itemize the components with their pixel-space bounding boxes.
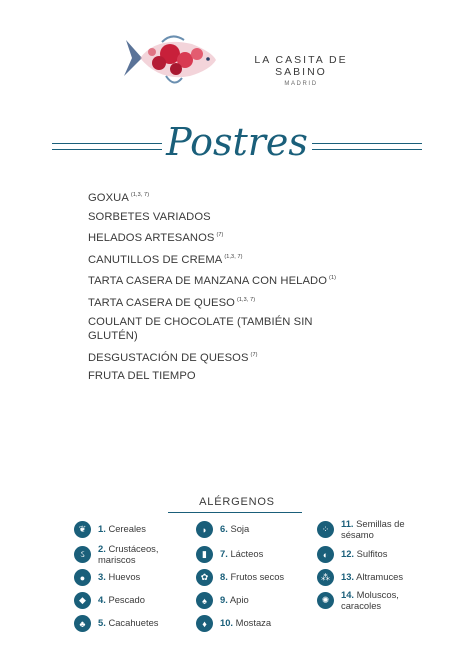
menu-item-allergens: (7) — [216, 232, 224, 239]
allergen-item — [74, 544, 178, 565]
menu-item-name: DESGUSTACIÓN DE QUESOS — [88, 351, 249, 364]
menu-item-allergens: (1,3, 7) — [224, 253, 243, 260]
lupin-icon: ⁂ — [317, 569, 334, 586]
allergen-label: Crustáceos, mariscos — [98, 543, 159, 565]
allergens-divider — [168, 512, 302, 513]
brand-name: LA CASITA DE SABINO — [254, 54, 348, 78]
menu-item-allergens: (1,3, 7) — [236, 296, 256, 303]
allergen-item — [196, 546, 263, 563]
sesame-icon: ⁘ — [317, 521, 334, 538]
allergen-label: Moluscos, caracoles — [341, 589, 399, 611]
page-title: Postres — [166, 120, 308, 164]
allergen-num: 13. — [341, 571, 355, 583]
allergen-item — [74, 615, 158, 632]
sulphite-icon: ◐ — [317, 546, 334, 563]
allergen-num: 4. — [98, 594, 106, 606]
allergens-title: ALÉRGENOS — [199, 496, 275, 508]
allergen-item — [196, 615, 271, 632]
allergen-num: 14. — [341, 589, 355, 600]
menu-item — [88, 367, 358, 386]
allergen-label: Cereales — [108, 523, 146, 535]
fish-icon: ◆ — [74, 592, 91, 609]
allergen-label: Huevos — [108, 571, 141, 583]
title-row — [0, 118, 474, 168]
allergen-num: 11. — [341, 518, 354, 529]
menu-item-allergens: (7) — [250, 351, 258, 358]
peanut-icon: ♣ — [74, 615, 91, 632]
menu-item — [88, 226, 358, 248]
menu-item-name: SORBETES VARIADOS — [88, 210, 211, 223]
floral-fish-logo — [112, 30, 222, 90]
soy-icon: ◗ — [196, 521, 213, 538]
allergen-item — [74, 592, 145, 609]
menu-item-name: CANUTILLOS DE CREMA — [88, 253, 223, 266]
brand-city: MADRID — [284, 81, 318, 87]
menu-item — [88, 269, 358, 291]
menu-item — [88, 313, 358, 346]
allergen-label: Sulfitos — [356, 548, 388, 560]
wheat-icon: ❦ — [74, 521, 91, 538]
dessert-menu — [88, 186, 358, 386]
allergen-item — [74, 521, 146, 538]
allergen-num: 1. — [98, 523, 106, 535]
shell-icon: ✺ — [317, 592, 334, 609]
menu-item — [88, 346, 358, 368]
menu-item-name: HELADOS ARTESANOS — [88, 232, 215, 245]
allergen-label: Soja — [230, 523, 250, 535]
mustard-icon: ♦ — [196, 615, 213, 632]
menu-item-name: FRUTA DEL TIEMPO — [88, 370, 196, 383]
allergen-label: Semillas de sésamo — [341, 518, 405, 540]
allergen-num: 8. — [220, 571, 228, 583]
allergen-label: Frutos secos — [230, 571, 285, 583]
menu-item — [88, 291, 358, 313]
menu-item-allergens: (1,3, 7) — [130, 192, 150, 198]
allergen-num: 3. — [98, 571, 106, 583]
title-rule-right — [312, 143, 422, 150]
allergen-label: Apio — [229, 594, 249, 606]
menu-item — [88, 248, 358, 270]
allergen-item — [317, 546, 387, 563]
allergen-num: 10. — [220, 617, 234, 629]
allergen-num: 9. — [220, 594, 228, 606]
allergen-item — [196, 569, 284, 586]
allergen-num: 5. — [98, 617, 106, 629]
allergen-item — [74, 569, 140, 586]
allergen-item — [317, 569, 403, 586]
allergen-item — [196, 592, 249, 609]
allergen-label: Pescado — [108, 594, 145, 606]
allergen-label: Cacahuetes — [108, 617, 159, 629]
allergen-num: 7. — [220, 548, 228, 560]
allergen-num: 12. — [341, 548, 355, 560]
menu-item-name: COULANT DE CHOCOLATE (TAMBIÉN SIN GLUTÉN) — [88, 315, 313, 342]
nut-icon: ✿ — [196, 569, 213, 586]
shrimp-icon: ઽ — [74, 546, 91, 563]
celery-icon: ♠ — [196, 592, 213, 609]
brand-block — [236, 54, 366, 87]
allergen-label: Mostaza — [235, 617, 272, 629]
menu-item-name: TARTA CASERA DE MANZANA CON HELADO — [88, 275, 328, 288]
menu-item — [88, 208, 358, 227]
allergen-item — [317, 519, 431, 540]
allergen-item — [196, 521, 249, 538]
allergen-num: 6. — [220, 523, 228, 535]
menu-item-allergens: (1) — [329, 275, 337, 282]
allergen-item — [317, 590, 421, 611]
title-rule-left — [52, 143, 162, 150]
menu-item — [88, 186, 358, 208]
menu-item-name: GOXUA — [88, 192, 129, 204]
allergen-num: 2. — [98, 543, 106, 554]
allergen-label: Altramuces — [356, 571, 404, 583]
menu-item-name: TARTA CASERA DE QUESO — [88, 296, 235, 309]
allergen-label: Lácteos — [230, 548, 264, 560]
egg-icon: ● — [74, 569, 91, 586]
milk-icon: ▮ — [196, 546, 213, 563]
